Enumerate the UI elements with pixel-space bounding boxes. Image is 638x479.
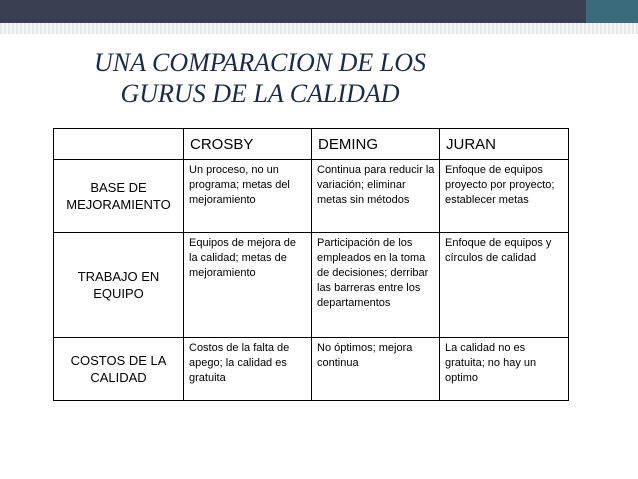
table-row — [54, 160, 569, 233]
slide-title-line-1: UNA COMPARACION DE LOS — [94, 48, 426, 77]
table-cell: Un proceso, no un programa; metas del mejoramiento — [184, 160, 312, 233]
table-cell: Equipos de mejora de la calidad; metas de mejoramiento — [184, 233, 312, 338]
header-cell-juran: JURAN — [440, 129, 569, 160]
row-label: COSTOS DE LA CALIDAD — [54, 338, 184, 401]
top-stripe — [0, 23, 638, 34]
slide-title-line-2: GURUS DE LA CALIDAD — [120, 79, 400, 108]
table-cell: La calidad no es gratuita; no hay un optimo — [440, 338, 569, 401]
top-banner — [0, 0, 638, 23]
row-label: TRABAJO EN EQUIPO — [54, 233, 184, 338]
table-row — [54, 338, 569, 401]
table-cell: Enfoque de equipos y círculos de calidad — [440, 233, 569, 338]
comparison-table — [53, 128, 569, 401]
header-cell-deming: DEMING — [312, 129, 440, 160]
top-banner-accent — [586, 0, 638, 23]
table-header-row — [54, 129, 569, 160]
top-banner-dark — [0, 0, 586, 23]
table-cell: Participación de los empleados en la toma de decisiones; derribar las barreras entre los departamentos — [312, 233, 440, 338]
table-cell: Enfoque de equipos proyecto por proyecto; establecer metas — [440, 160, 569, 233]
table-cell: Costos de la falta de apego; la calidad es gratuita — [184, 338, 312, 401]
slide-title — [60, 47, 460, 109]
header-cell-crosby: CROSBY — [184, 129, 312, 160]
row-label: BASE DE MEJORAMIENTO — [54, 160, 184, 233]
table-cell: Continua para reducir la variación; eliminar metas sin métodos — [312, 160, 440, 233]
table-cell: No óptimos; mejora continua — [312, 338, 440, 401]
header-cell-empty — [54, 129, 184, 160]
table-row — [54, 233, 569, 338]
